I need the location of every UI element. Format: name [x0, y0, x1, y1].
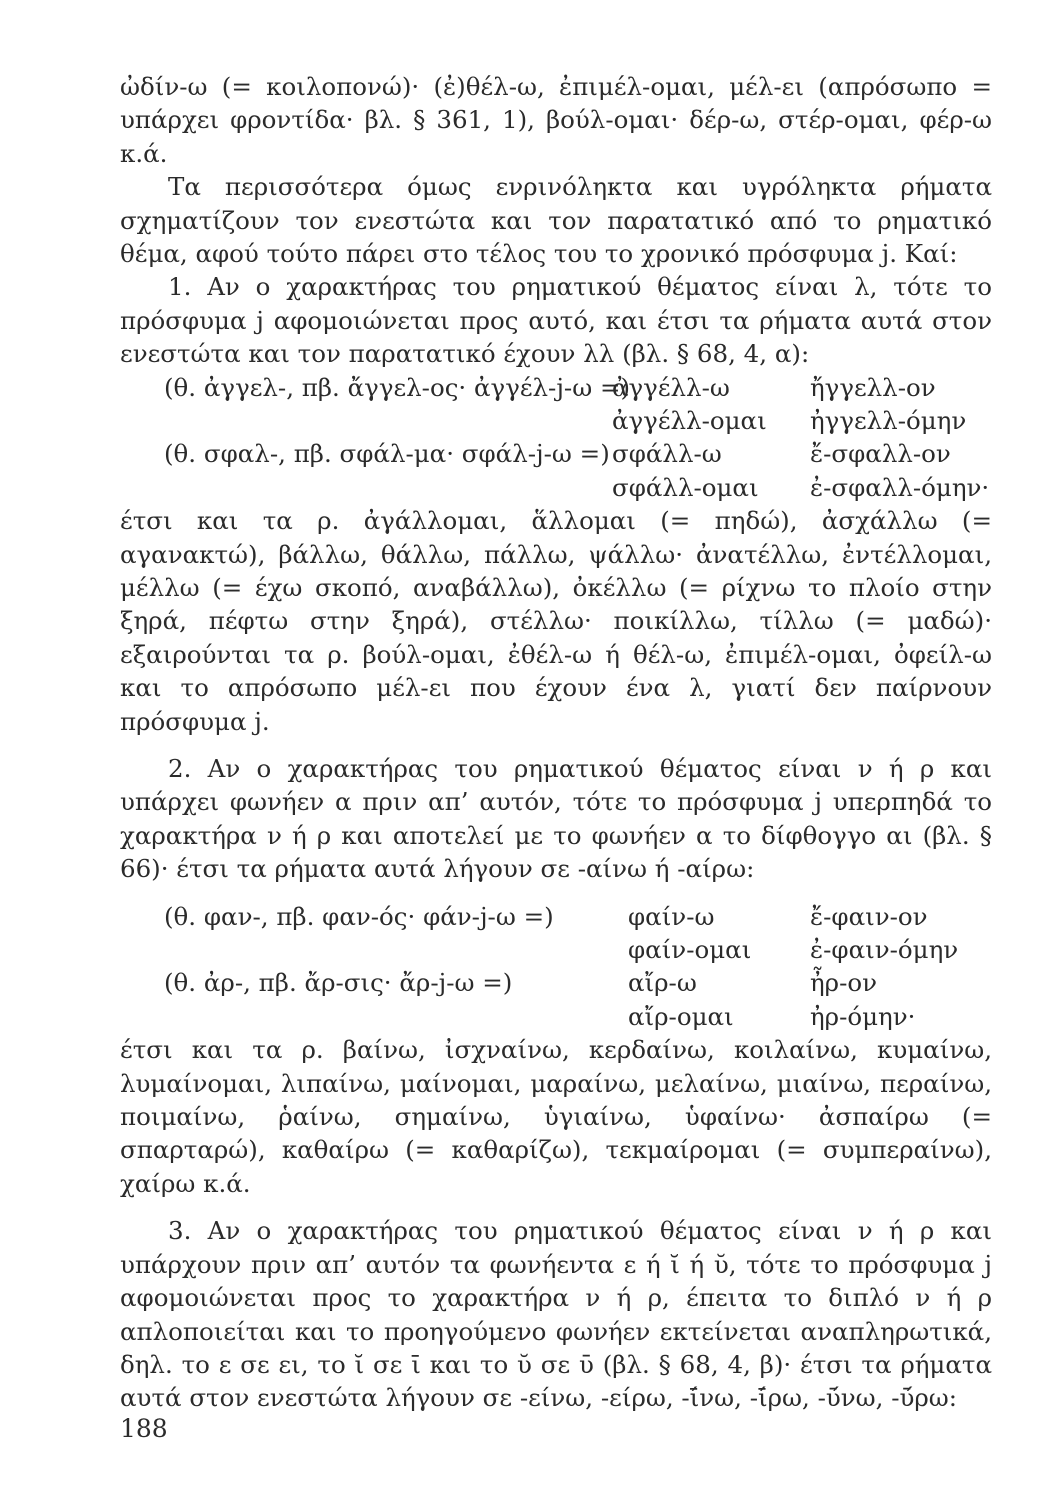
example-present: ἀγγέλλ-ω: [612, 372, 730, 402]
example-derivation: (θ. φαν-, πβ. φαν-ός· φάν-j-ω =): [164, 901, 554, 931]
example-present: αἴρ-ω: [628, 968, 697, 998]
example-present: ἀγγέλλ-ομαι: [612, 406, 767, 436]
example-present: αἴρ-ομαι: [628, 1001, 734, 1031]
example-imperfect: ἔ-φαιν-ον: [810, 901, 928, 931]
example-imperfect: ἤγγελλ-ον: [810, 372, 936, 402]
example-present: φαίν-ομαι: [628, 935, 752, 965]
page-number: 188: [120, 1414, 168, 1443]
example-derivation: (θ. σφαλ-, πβ. σφάλ-μα· σφάλ-j-ω =): [164, 439, 610, 469]
example-imperfect: ἐ-σφαλλ-όμην·: [810, 472, 990, 502]
section-2-examples: [120, 900, 992, 1034]
example-row: [120, 371, 992, 404]
example-row: [120, 966, 992, 999]
example-imperfect: ἠγγελλ-όμην: [810, 406, 967, 436]
text-block: [120, 70, 992, 1415]
example-row: [120, 933, 992, 966]
section-1-after: έτσι και τα ρ. ἀγάλλομαι, ἅλλομαι (= πηδώ), ἀσχάλλω (= αγανακτώ), βάλλω, θάλλω, πάλλω, ψάλλω· ἀνατέλλω, ἐντέλλομαι, μέλλω (= έχω σκοπό, αναβάλλω), ὀκέλλω (= ρίχνω το πλοίο στην ξηρά, πέφτω στην ξηρά), στέλλω· ποικίλλω, τίλλω (= μαδώ)· εξαιρούνται τα ρ. βούλ-ομαι, ἐθέλ-ω ή θέλ-ω, ἐπιμέλ-ομαι, ὀφείλ-ω και το απρόσωπο μέλ-ει που έχουν ένα λ, γιατί δεν παίρνουν πρόσφυμα j.: [120, 506, 992, 736]
section-2-after: έτσι και τα ρ. βαίνω, ἰσχναίνω, κερδαίνω, κοιλαίνω, κυμαίνω, λυμαίνομαι, λιπαίνω, μαίνομαι, μαραίνω, μελαίνω, μιαίνω, περαίνω, ποιμαίνω, ῥαίνω, σημαίνω, ὑγιαίνω, ὑφαίνω· ἀσπαίρω (= σπαρταρώ), καθαίρω (= καθαρίζω), τεκμαίρομαι (= συμπεραίνω), χαίρω κ.ά.: [120, 1035, 992, 1198]
example-present: σφάλλ-ω: [612, 439, 722, 469]
example-derivation: (θ. ἀγγελ-, πβ. ἄγγελ-ος· ἀγγέλ-j-ω =): [164, 372, 631, 402]
paragraph-intro: ὠδίν-ω (= κοιλοπονώ)· (ἐ)θέλ-ω, ἐπιμέλ-ομαι, μέλ-ει (απρόσωπο = υπάρχει φροντίδα· βλ. § 361, 1), βούλ-ομαι· δέρ-ω, στέρ-ομαι, φέρ-ω κ.ά.: [120, 72, 992, 168]
section-2-text: 2. Αν ο χαρακτήρας του ρηματικού θέματος είναι ν ή ρ και υπάρχει φωνήεν α πριν απ’ αυτόν, τότε το πρόσφυμα j υπερπηδά το χαρακτήρα ν ή ρ και αποτελεί με το φωνήεν α το δίφθογγο αι (βλ. § 66)· έτσι τα ρήματα αυτά λήγουν σε -αίνω ή -αίρω:: [120, 754, 992, 884]
example-row: [120, 437, 992, 470]
example-imperfect: ἔ-σφαλλ-ον: [810, 439, 951, 469]
example-imperfect: ἦρ-ον: [810, 968, 878, 998]
example-row: [120, 1000, 992, 1033]
section-3-text: 3. Αν ο χαρακτήρας του ρηματικού θέματος είναι ν ή ρ και υπάρχουν πριν απ’ αυτόν τα φωνήεντα ε ή ῐ ή ῠ, τότε το πρόσφυμα j αφομοιώνεται προς το χαρακτήρα ν ή ρ, έπειτα το διπλό ν ή ρ απλοποιείται και το προηγούμενο φωνήεν εκτείνεται αναπληρωτικά, δηλ. το ε σε ει, το ῐ σε ῑ και το ῠ σε ῡ (βλ. § 68, 4, β)· έτσι τα ρήματα αυτά στον ενεστώτα λήγουν σε -είνω, -είρω, -ῑ́νω, -ῑ́ρω, -ῡ́νω, -ῡ́ρω:: [120, 1216, 992, 1413]
example-imperfect: ἠρ-όμην·: [810, 1001, 916, 1031]
example-imperfect: ἐ-φαιν-όμην: [810, 935, 959, 965]
section-1-text: 1. Αν ο χαρακτήρας του ρηματικού θέματος είναι λ, τότε το πρόσφυμα j αφομοιώνεται προς αυτό, και έτσι τα ρήματα αυτά στον ενεστώτα και τον παρατατικό έχουν λλ (βλ. § 68, 4, α):: [120, 272, 992, 369]
example-row: [120, 404, 992, 437]
section-1-examples: [120, 371, 992, 505]
example-derivation: (θ. ἀρ-, πβ. ἄρ-σις· ἄρ-j-ω =): [164, 968, 513, 998]
example-row: [120, 900, 992, 933]
paragraph-main: Τα περισσότερα όμως ενρινόληκτα και υγρόληκτα ρήματα σχηματίζουν τον ενεστώτα και τον παρατατικό από το ρηματικό θέμα, αφού τούτο πάρει στο τέλος του το χρονικό πρόσφυμα j. Καί:: [120, 172, 992, 269]
example-present: σφάλλ-ομαι: [612, 472, 759, 502]
example-present: φαίν-ω: [628, 901, 715, 931]
example-row: [120, 471, 992, 504]
